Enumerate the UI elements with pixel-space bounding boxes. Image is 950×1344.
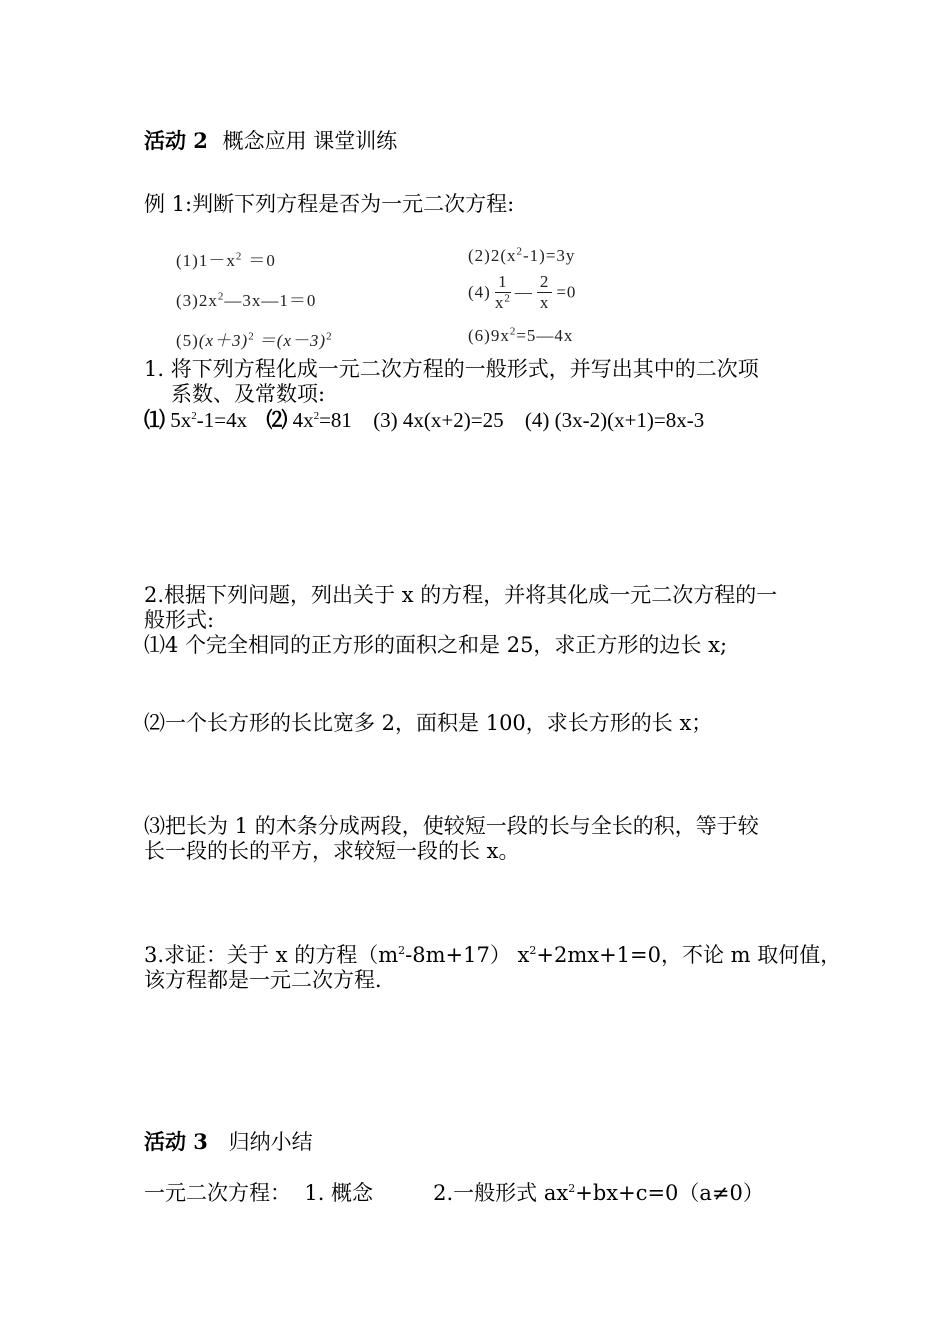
activity2-label: 活动 2 <box>144 128 208 153</box>
equation-2: $(2)2(x^2-1)=3y$ <box>468 245 576 265</box>
activity3-heading <box>144 1129 313 1155</box>
example1-prompt: 例 1:判断下列方程是否为一元二次方程: <box>144 192 515 216</box>
q3-line1: 3.求证：关于 x 的方程$(m^2-8m+17)$ $x^2+2mx+1=0$，不论 m 取何值， <box>144 943 842 967</box>
q2-part3-line1: ⑶把长为 1 的木条分成两段，使较短一段的长与全长的积，等于较 <box>144 814 759 838</box>
activity3-title: 归纳小结 <box>228 1130 313 1154</box>
q1-line1: 1. 将下列方程化成一元二次方程的一般形式，并写出其中的二次项 <box>144 357 759 381</box>
q2-line1: 2.根据下列问题，列出关于 x 的方程，并将其化成一元二次方程的一 <box>144 583 778 607</box>
q2-part1: ⑴4 个完全相同的正方形的面积之和是 25，求正方形的边长 x; <box>144 633 728 657</box>
q2-line2: 般形式: <box>144 608 215 632</box>
q1-line2: 系数、及常数项: <box>171 382 326 406</box>
fraction-2-over-x: $\frac{2}{x}$ <box>537 272 553 313</box>
summary-line: 一元二次方程： 1. 概念 2.一般形式 $ax^2+bx+c=0(a\ne 0)$ <box>144 1181 764 1205</box>
equation-3: $(3)2x^2—3x—1=0$ <box>176 290 317 310</box>
equation-4: (4) $\frac{1}{x^2}$ — $\frac{2}{x}$ =0 <box>468 272 577 312</box>
equation-5: $(5)(x+3)^2 =(x-3)^2$ <box>176 330 333 350</box>
q3-line2: 该方程都是一元二次方程． <box>144 968 396 992</box>
q2-part2: ⑵一个长方形的长比宽多 2，面积是 100，求长方形的长 x； <box>144 711 713 735</box>
activity2-title: 概念应用 课堂训练 <box>222 129 398 153</box>
q1-items: ⑴ $5x^2-1=4x$ ⑵ $4x^2=81$ (3) 4x(x+2)=25 (4) (3x-2)(x+1)=8x-3 <box>144 408 705 432</box>
equation-6: $(6)9x^2=5—4x$ <box>468 325 574 345</box>
activity2-heading <box>144 128 397 154</box>
q2-part3-line2: 长一段的长的平方，求较短一段的长 x。 <box>144 839 520 863</box>
fraction-1-over-x-squared: $\frac{1}{x^2}$ <box>494 272 511 312</box>
activity3-label: 活动 3 <box>144 1129 208 1154</box>
equation-1: $(1)1-x^2 =0$ <box>176 250 276 270</box>
